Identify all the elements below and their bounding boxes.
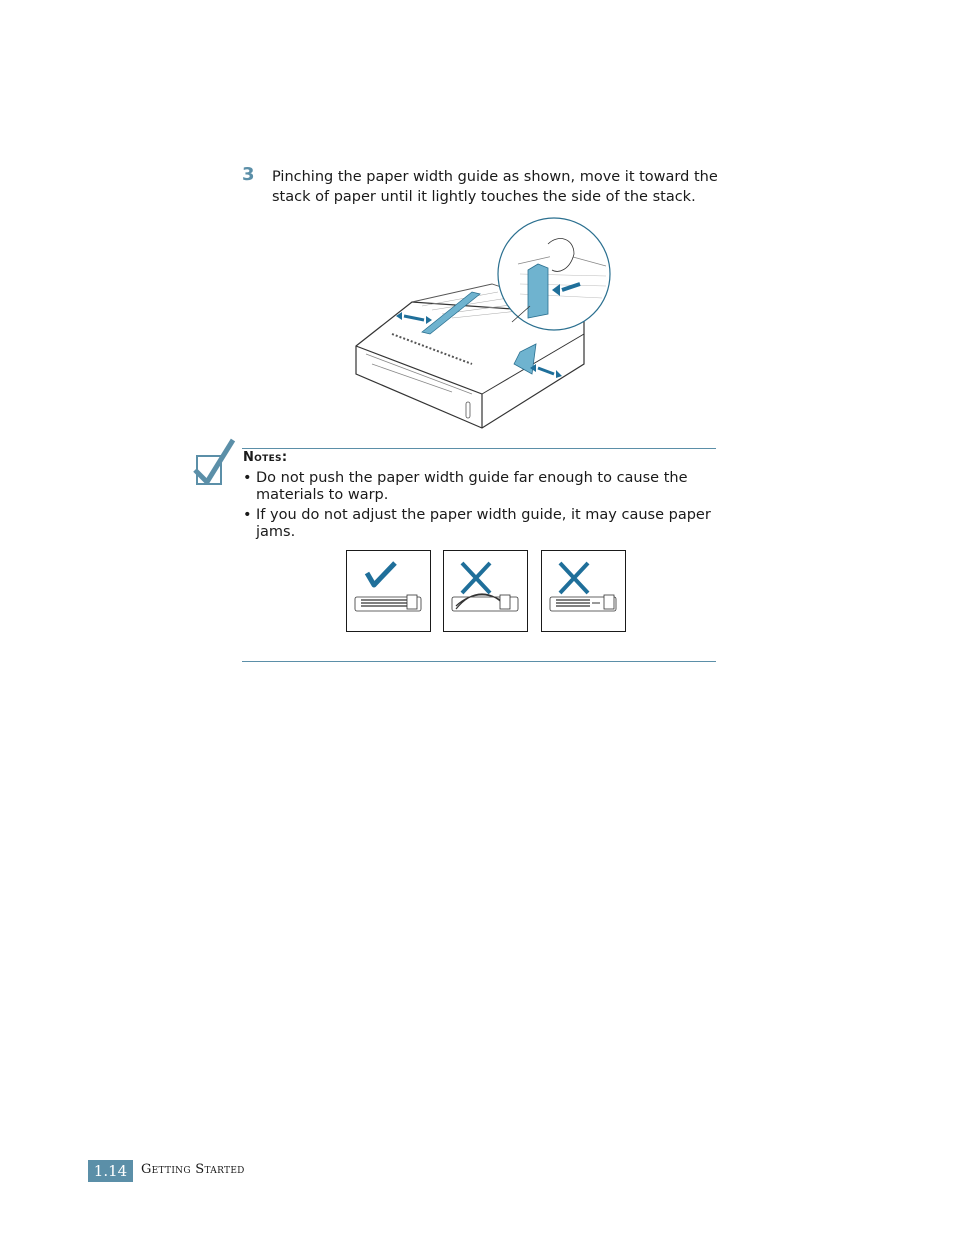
page-number: 1.14 <box>88 1160 133 1182</box>
cross-icon <box>462 563 490 593</box>
section-title: Getting Started <box>141 1162 245 1177</box>
cross-icon <box>560 563 588 593</box>
note-item: • Do not push the paper width guide far enough to cause the materials to warp. <box>243 470 688 503</box>
incorrect-guide-warped-panel <box>443 550 528 632</box>
notes-heading: Notes: <box>243 450 288 465</box>
note-item: • If you do not adjust the paper width guide, it may cause paper jams. <box>243 507 711 540</box>
notes-bottom-rule <box>242 661 716 662</box>
step-number: 3 <box>242 164 255 185</box>
note-checkmark-icon <box>193 436 237 488</box>
incorrect-guide-loose-panel <box>541 550 626 632</box>
notes-top-rule <box>242 448 716 449</box>
correct-guide-panel <box>346 550 431 632</box>
notes-list <box>243 470 713 544</box>
paper-tray-illustration <box>352 214 614 434</box>
step-instruction: Pinching the paper width guide as shown, move it toward the stack of paper until it lightly touches the side of the stack. <box>272 169 718 205</box>
check-icon <box>367 563 395 585</box>
